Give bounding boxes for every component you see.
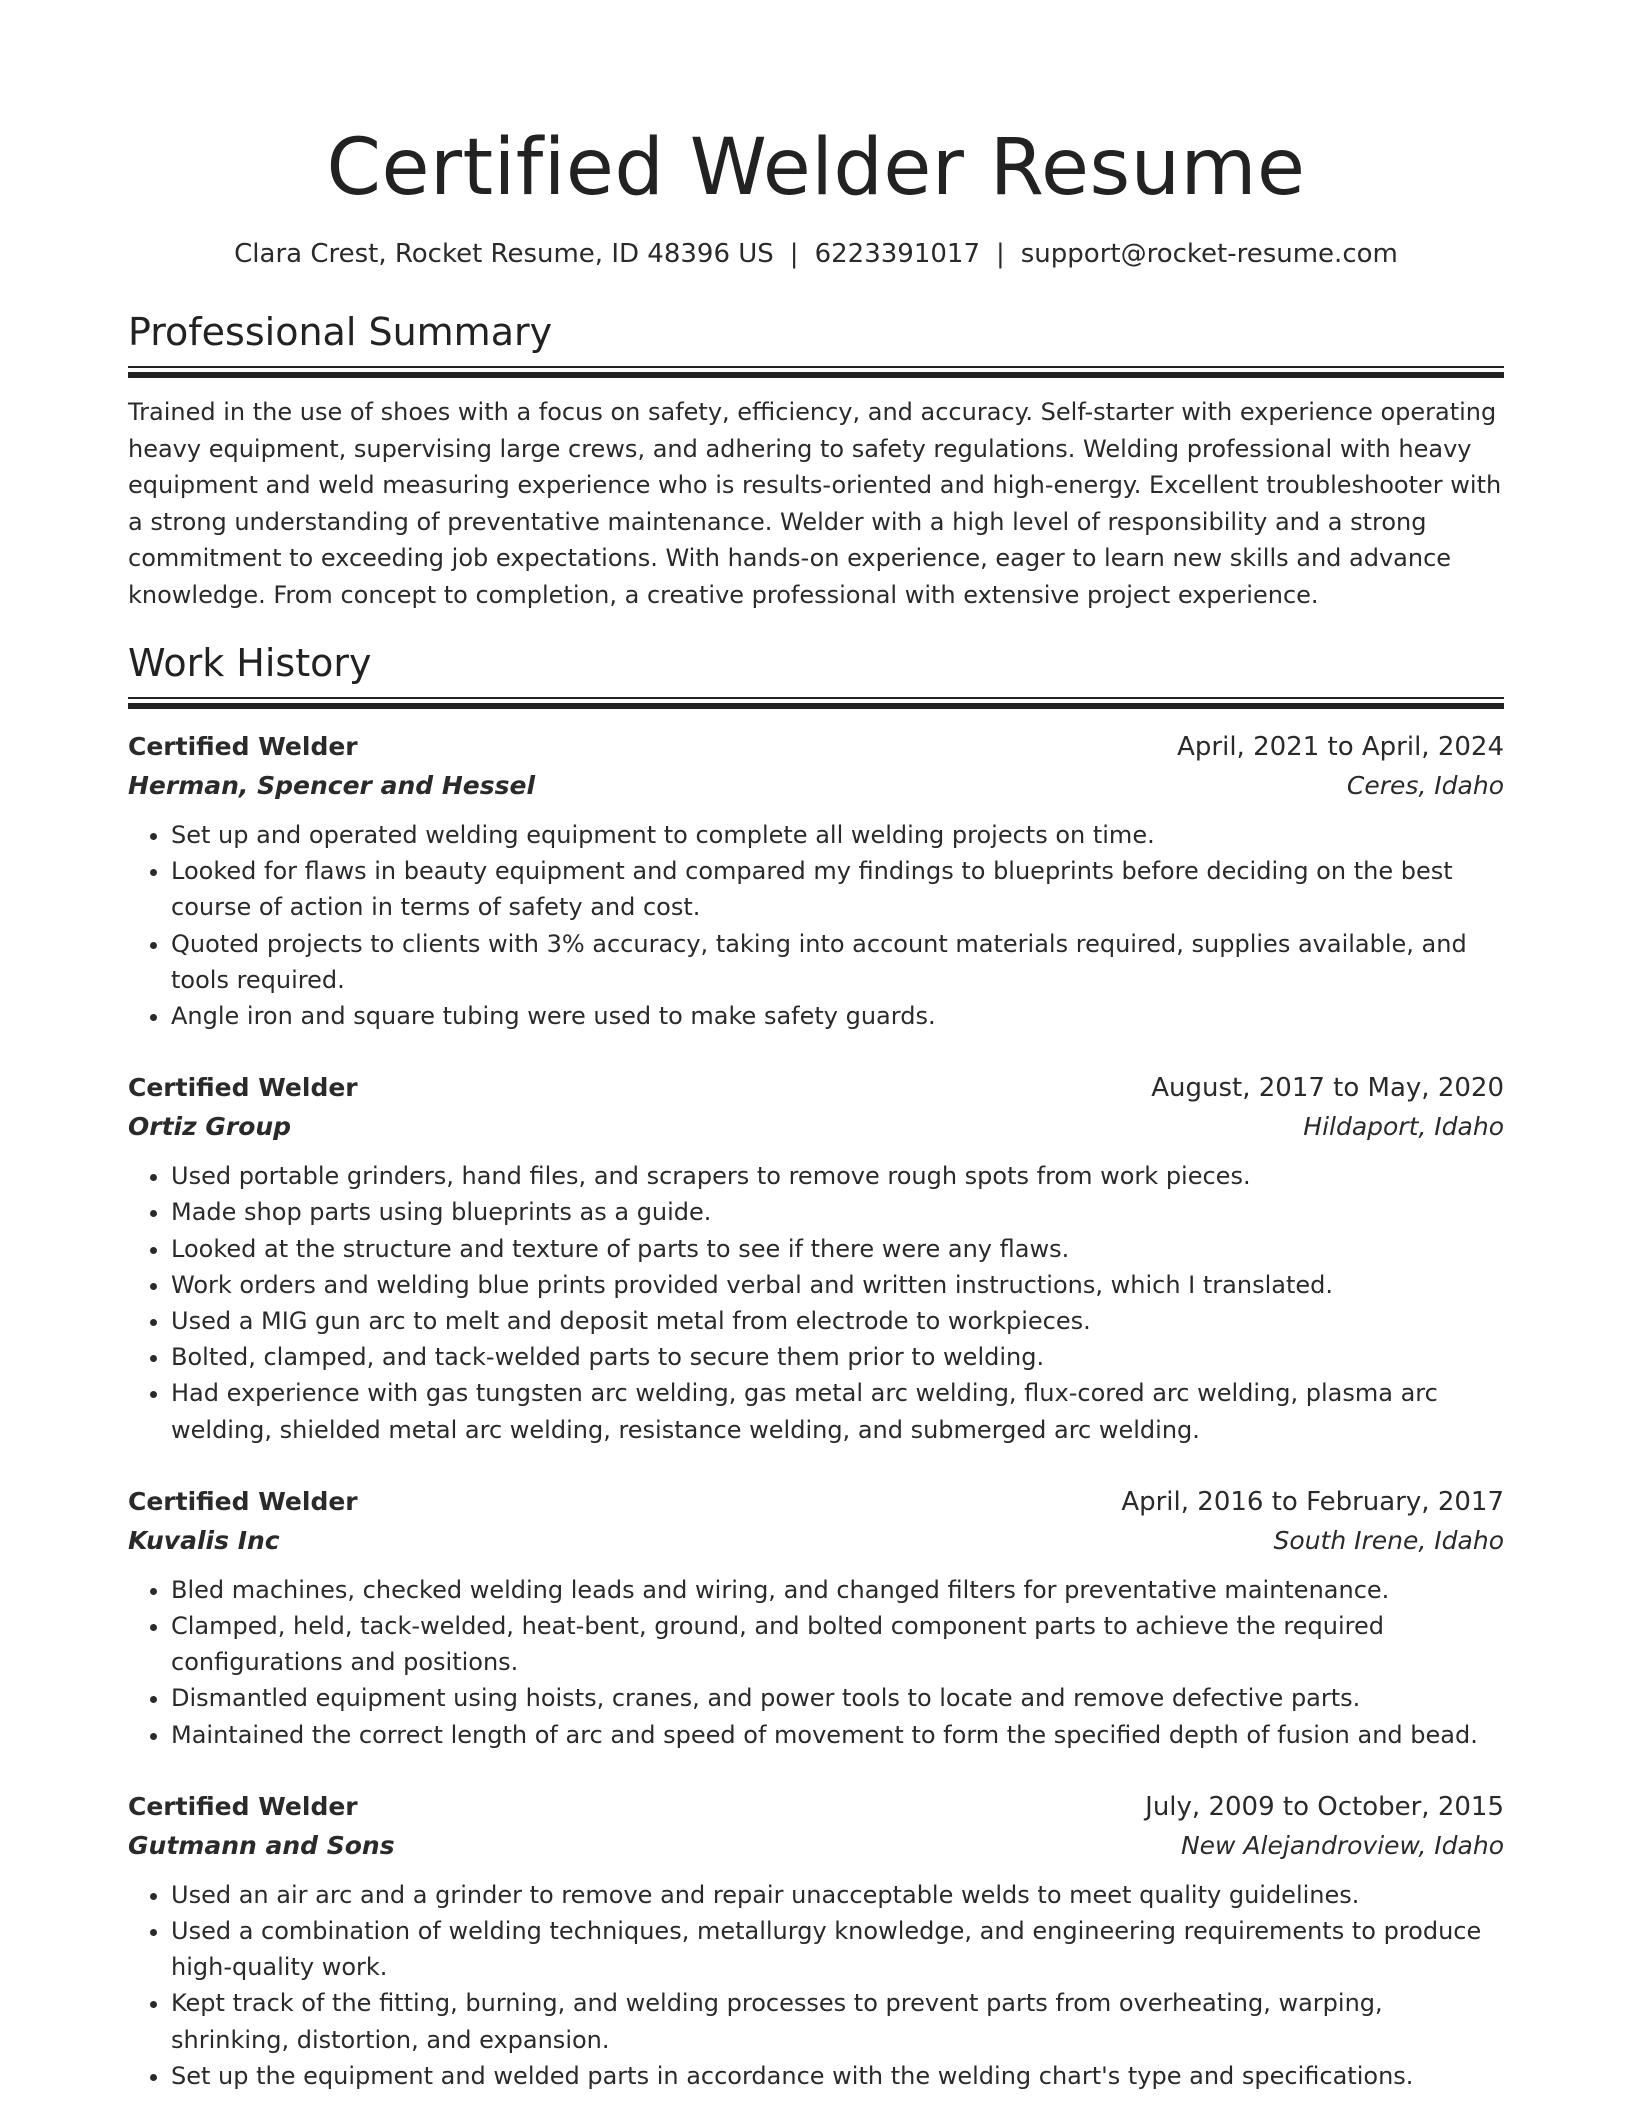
list-item: • Bled machines, checked welding leads and wiring, and changed filters for preventative maintenance. [171, 1572, 1504, 1608]
job-dates: August, 2017 to May, 2020 [1151, 1073, 1504, 1104]
job-location: Ceres, Idaho [1346, 771, 1504, 800]
contact-separator: | [789, 239, 799, 269]
list-item: • Used portable grinders, hand files, and scrapers to remove rough spots from work pieces. [171, 1158, 1504, 1194]
list-item: • Used a MIG gun arc to melt and deposit metal from electrode to workpieces. [171, 1303, 1504, 1339]
job-entry [128, 1482, 1504, 1753]
job-company: Kuvalis Inc [128, 1525, 280, 1555]
job-bullets [128, 1877, 1504, 2094]
job-header [128, 1068, 1504, 1108]
list-item: • Dismantled equipment using hoists, cranes, and power tools to locate and remove defective parts. [171, 1680, 1504, 1716]
list-item: • Set up and operated welding equipment to complete all welding projects on time. [171, 817, 1504, 853]
job-header [128, 727, 1504, 767]
list-item: • Made shop parts using blueprints as a guide. [171, 1194, 1504, 1230]
list-item: • Maintained the correct length of arc and speed of movement to form the specified depth of fusion and bead. [171, 1717, 1504, 1753]
job-location: Hildaport, Idaho [1303, 1112, 1504, 1142]
contact-address: Clara Crest, Rocket Resume, ID 48396 US [234, 239, 774, 269]
job-location: South Irene, Idaho [1273, 1525, 1504, 1555]
job-title: Certified Welder [128, 732, 358, 761]
list-item: • Bolted, clamped, and tack-welded parts to secure them prior to welding. [171, 1339, 1504, 1375]
job-entry [128, 727, 1504, 1034]
job-subheader [128, 1108, 1504, 1146]
job-entry [128, 1787, 1504, 2094]
list-item: • Angle iron and square tubing were used to make safety guards. [171, 998, 1504, 1034]
summary-text: Trained in the use of shoes with a focus on safety, efficiency, and accuracy. Self-starter with experience operating heavy equipment, supervising large crews, and adhering to safety regulations. Welding professional with heavy equipment and weld measuring experience who is results-oriented and high-energy. Excellent troubleshooter with a strong understanding of preventative maintenance. Welder with a high level of responsibility and a strong commitment to exceeding job expectations. With hands-on experience, eager to learn new skills and advance knowledge. From concept to completion, a creative professional with extensive project experience. [128, 398, 1502, 609]
list-item: • Looked for flaws in beauty equipment and compared my findings to blueprints before deciding on the best course of action in terms of safety and cost. [171, 853, 1504, 925]
job-bullets [128, 817, 1504, 1034]
list-item: • Set up the equipment and welded parts in accordance with the welding chart's type and specifications. [171, 2058, 1504, 2094]
job-dates: July, 2009 to October, 2015 [1145, 1791, 1504, 1822]
job-title: Certified Welder [128, 1486, 358, 1516]
list-item: • Had experience with gas tungsten arc welding, gas metal arc welding, flux-cored arc welding, plasma arc welding, shielded metal arc welding, resistance welding, and submerged arc welding. [171, 1375, 1504, 1447]
page-title: Certified Welder Resume [326, 123, 1306, 213]
list-item: • Kept track of the fitting, burning, and welding processes to prevent parts from overheating, warping, shrinking, distortion, and expansion. [171, 1985, 1504, 2057]
job-dates: April, 2016 to February, 2017 [1121, 1486, 1504, 1517]
contact-email: support@rocket-resume.com [1020, 239, 1398, 269]
list-item: • Quoted projects to clients with 3% accuracy, taking into account materials required, supplies available, and tools required. [171, 926, 1504, 998]
list-item: • Clamped, held, tack-welded, heat-bent, ground, and bolted component parts to achieve the required configurations and positions. [171, 1608, 1504, 1680]
job-subheader [128, 767, 1504, 805]
job-bullets [128, 1158, 1504, 1448]
summary-section [128, 308, 1504, 613]
contact-separator: | [995, 239, 1005, 269]
list-item: • Used an air arc and a grinder to remove and repair unacceptable welds to meet quality guidelines. [171, 1877, 1504, 1913]
section-divider [128, 366, 1504, 378]
job-bullets [128, 1572, 1504, 1753]
job-company: Gutmann and Sons [128, 1830, 395, 1860]
list-item: • Looked at the structure and texture of parts to see if there were any flaws. [171, 1231, 1504, 1267]
work-history-section [128, 639, 1504, 2094]
job-entry [128, 1068, 1504, 1448]
work-history-heading: Work History [128, 641, 372, 685]
contact-line [128, 238, 1504, 270]
job-subheader [128, 1522, 1504, 1560]
contact-phone: 6223391017 [814, 239, 980, 269]
job-subheader [128, 1827, 1504, 1865]
summary-heading: Professional Summary [128, 310, 553, 354]
job-location: New Alejandroview, Idaho [1180, 1830, 1504, 1860]
job-title: Certified Welder [128, 1073, 358, 1103]
list-item: • Work orders and welding blue prints provided verbal and written instructions, which I translated. [171, 1267, 1504, 1303]
job-company: Ortiz Group [128, 1112, 292, 1142]
job-company: Herman, Spencer and Hessel [128, 771, 536, 800]
job-dates: April, 2021 to April, 2024 [1177, 732, 1504, 762]
list-item: • Used a combination of welding techniques, metallurgy knowledge, and engineering requirements to produce high-quality work. [171, 1913, 1504, 1985]
job-header [128, 1787, 1504, 1827]
section-divider [128, 697, 1504, 709]
job-title: Certified Welder [128, 1791, 358, 1821]
job-header [128, 1482, 1504, 1522]
